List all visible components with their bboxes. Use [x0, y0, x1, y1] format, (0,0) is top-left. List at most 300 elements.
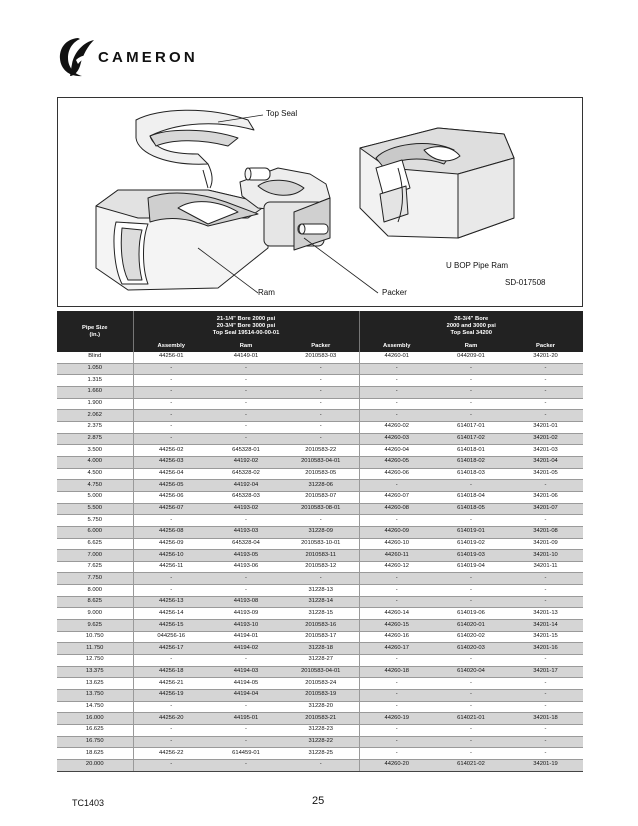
- part-number-cell: 34201-11: [508, 561, 583, 573]
- part-number-cell: -: [133, 398, 209, 410]
- part-number-cell: 44256-09: [133, 538, 209, 550]
- part-number-cell: -: [283, 375, 359, 387]
- part-number-cell: 44256-06: [133, 491, 209, 503]
- part-number-cell: 2010583-24: [283, 678, 359, 690]
- pipe-ram-diagram: [57, 97, 583, 307]
- part-number-cell: -: [508, 678, 583, 690]
- part-number-cell: 44256-05: [133, 480, 209, 492]
- part-number-cell: 31228-25: [283, 748, 359, 760]
- part-number-cell: 34201-05: [508, 468, 583, 480]
- part-number-cell: 34201-19: [508, 759, 583, 771]
- part-number-cell: -: [508, 363, 583, 375]
- part-number-cell: 614017-02: [434, 433, 508, 445]
- cameron-logo: [56, 34, 198, 80]
- part-number-cell: -: [508, 386, 583, 398]
- table-header-groups: [57, 311, 583, 341]
- part-number-cell: -: [209, 375, 283, 387]
- part-number-cell: -: [133, 515, 209, 527]
- table-row: [57, 725, 583, 737]
- pipe-size-cell: 13.750: [57, 690, 133, 702]
- pipe-size-cell: 14.750: [57, 701, 133, 713]
- part-number-cell: -: [359, 748, 434, 760]
- part-number-cell: -: [508, 596, 583, 608]
- part-number-cell: 31228-09: [283, 526, 359, 538]
- part-number-cell: -: [283, 421, 359, 433]
- part-number-cell: 44256-20: [133, 713, 209, 725]
- table-row: [57, 666, 583, 678]
- part-number-cell: 44192-02: [209, 456, 283, 468]
- table-row: [57, 736, 583, 748]
- part-number-cell: -: [434, 748, 508, 760]
- column-header: Ram: [209, 341, 283, 352]
- part-number-cell: -: [359, 515, 434, 527]
- part-number-cell: -: [359, 701, 434, 713]
- part-number-cell: -: [209, 421, 283, 433]
- part-number-cell: -: [359, 573, 434, 585]
- part-number-cell: 31228-18: [283, 643, 359, 655]
- part-number-cell: 614018-03: [434, 468, 508, 480]
- part-number-cell: 44194-05: [209, 678, 283, 690]
- pipe-size-cell: 11.750: [57, 643, 133, 655]
- part-number-cell: 44193-10: [209, 620, 283, 632]
- part-number-cell: 44256-14: [133, 608, 209, 620]
- part-number-cell: 2010583-04-01: [283, 456, 359, 468]
- table-row: [57, 421, 583, 433]
- part-number-cell: 614019-01: [434, 526, 508, 538]
- part-number-cell: 44193-03: [209, 526, 283, 538]
- table-row: [57, 386, 583, 398]
- pipe-size-cell: 16.000: [57, 713, 133, 725]
- part-number-cell: 2010583-11: [283, 550, 359, 562]
- part-number-cell: 614020-03: [434, 643, 508, 655]
- part-number-cell: 2010583-21: [283, 713, 359, 725]
- part-number-cell: 614019-02: [434, 538, 508, 550]
- table-row: [57, 503, 583, 515]
- part-number-cell: -: [209, 736, 283, 748]
- part-number-cell: 44260-12: [359, 561, 434, 573]
- part-number-cell: 34201-17: [508, 666, 583, 678]
- part-number-cell: -: [283, 363, 359, 375]
- part-number-cell: 34201-08: [508, 526, 583, 538]
- part-number-cell: 44260-08: [359, 503, 434, 515]
- part-number-cell: 614018-04: [434, 491, 508, 503]
- part-number-cell: 44260-17: [359, 643, 434, 655]
- pipe-size-cell: 18.625: [57, 748, 133, 760]
- part-number-cell: 44256-18: [133, 666, 209, 678]
- part-number-cell: 614017-01: [434, 421, 508, 433]
- part-number-cell: 614019-06: [434, 608, 508, 620]
- table-row: [57, 678, 583, 690]
- part-number-cell: 44260-19: [359, 713, 434, 725]
- part-number-cell: -: [434, 410, 508, 422]
- pipe-size-cell: 7.625: [57, 561, 133, 573]
- part-number-cell: 2010583-03: [283, 352, 359, 363]
- part-number-cell: -: [434, 585, 508, 597]
- part-number-cell: 44256-19: [133, 690, 209, 702]
- part-number-cell: 34201-04: [508, 456, 583, 468]
- part-number-cell: -: [434, 386, 508, 398]
- part-number-cell: 044256-16: [133, 631, 209, 643]
- part-number-cell: 31228-14: [283, 596, 359, 608]
- part-number-cell: -: [508, 573, 583, 585]
- pipe-size-cell: 5.750: [57, 515, 133, 527]
- part-number-cell: 614019-04: [434, 561, 508, 573]
- part-number-cell: -: [283, 410, 359, 422]
- part-number-cell: 44193-09: [209, 608, 283, 620]
- pipe-size-cell: 7.000: [57, 550, 133, 562]
- part-number-cell: -: [359, 410, 434, 422]
- part-number-cell: -: [133, 573, 209, 585]
- part-number-cell: -: [434, 678, 508, 690]
- part-number-cell: 645328-03: [209, 491, 283, 503]
- table-row: [57, 363, 583, 375]
- part-number-cell: -: [508, 725, 583, 737]
- part-number-cell: -: [283, 386, 359, 398]
- table-row: [57, 433, 583, 445]
- part-number-cell: 44260-15: [359, 620, 434, 632]
- part-number-cell: 31228-13: [283, 585, 359, 597]
- pipe-size-cell: 6.000: [57, 526, 133, 538]
- table-row: [57, 445, 583, 457]
- part-number-cell: 44193-06: [209, 561, 283, 573]
- part-number-cell: -: [133, 375, 209, 387]
- pipe-size-cell: 1.660: [57, 386, 133, 398]
- diagram-title: U BOP Pipe Ram: [446, 261, 509, 270]
- column-header: Ram: [434, 341, 508, 352]
- part-number-cell: -: [434, 573, 508, 585]
- part-number-cell: 2010583-12: [283, 561, 359, 573]
- pipe-size-cell: 16.625: [57, 725, 133, 737]
- table-row: [57, 410, 583, 422]
- part-number-cell: -: [209, 410, 283, 422]
- pipe-ram-illustration: [58, 98, 584, 308]
- part-number-cell: -: [434, 655, 508, 667]
- part-number-cell: 44195-01: [209, 713, 283, 725]
- part-number-cell: -: [133, 585, 209, 597]
- part-number-cell: 34201-03: [508, 445, 583, 457]
- part-number-cell: 2010583-08-01: [283, 503, 359, 515]
- part-number-cell: -: [133, 410, 209, 422]
- part-number-cell: 34201-13: [508, 608, 583, 620]
- part-number-cell: 2010583-10-01: [283, 538, 359, 550]
- pipe-size-cell: 1.315: [57, 375, 133, 387]
- part-number-cell: 44149-01: [209, 352, 283, 363]
- part-number-cell: -: [508, 375, 583, 387]
- part-number-cell: -: [508, 736, 583, 748]
- part-number-cell: -: [283, 433, 359, 445]
- part-number-cell: -: [209, 363, 283, 375]
- pipe-size-header: Pipe Size (in.): [57, 311, 133, 352]
- part-number-cell: 614021-01: [434, 713, 508, 725]
- table-row: [57, 690, 583, 702]
- part-number-cell: 2010583-16: [283, 620, 359, 632]
- part-number-cell: -: [133, 759, 209, 771]
- pipe-size-cell: 16.750: [57, 736, 133, 748]
- cameron-logo-mark: [56, 34, 96, 80]
- part-number-cell: -: [133, 433, 209, 445]
- pipe-size-cell: 1.900: [57, 398, 133, 410]
- part-number-cell: -: [359, 678, 434, 690]
- table-body: [57, 352, 583, 771]
- part-number-cell: -: [359, 398, 434, 410]
- part-number-cell: 2010583-04-01: [283, 666, 359, 678]
- table-row: [57, 375, 583, 387]
- part-number-cell: 44193-05: [209, 550, 283, 562]
- part-number-cell: -: [434, 690, 508, 702]
- part-number-cell: 34201-06: [508, 491, 583, 503]
- part-number-cell: -: [508, 701, 583, 713]
- part-number-cell: -: [359, 585, 434, 597]
- pipe-size-cell: 8.625: [57, 596, 133, 608]
- part-number-cell: 044209-01: [434, 352, 508, 363]
- pipe-size-cell: 12.750: [57, 655, 133, 667]
- pipe-size-cell: 2.875: [57, 433, 133, 445]
- part-number-cell: -: [434, 515, 508, 527]
- part-number-cell: 34201-02: [508, 433, 583, 445]
- part-number-cell: 614018-02: [434, 456, 508, 468]
- part-number-cell: 34201-18: [508, 713, 583, 725]
- table-row: [57, 620, 583, 632]
- part-number-cell: 645328-04: [209, 538, 283, 550]
- part-number-cell: -: [508, 410, 583, 422]
- part-number-cell: 44260-11: [359, 550, 434, 562]
- part-number-cell: -: [209, 433, 283, 445]
- part-number-cell: -: [508, 398, 583, 410]
- part-number-cell: -: [133, 736, 209, 748]
- part-number-cell: 44193-08: [209, 596, 283, 608]
- column-header: Packer: [283, 341, 359, 352]
- part-number-cell: 44193-02: [209, 503, 283, 515]
- part-number-cell: 44194-01: [209, 631, 283, 643]
- part-number-cell: 44256-08: [133, 526, 209, 538]
- column-header: Assembly: [133, 341, 209, 352]
- table-row: [57, 748, 583, 760]
- pipe-size-cell: 6.625: [57, 538, 133, 550]
- part-number-cell: -: [434, 725, 508, 737]
- part-number-cell: -: [434, 375, 508, 387]
- part-number-cell: 44260-07: [359, 491, 434, 503]
- document-code: TC1403: [72, 798, 105, 808]
- part-number-cell: 44260-06: [359, 468, 434, 480]
- column-header: Assembly: [359, 341, 434, 352]
- callout-top-seal: Top Seal: [266, 109, 298, 118]
- part-number-cell: 31228-27: [283, 655, 359, 667]
- part-number-cell: 44260-05: [359, 456, 434, 468]
- table-header-columns: [57, 341, 583, 352]
- part-number-cell: -: [133, 655, 209, 667]
- part-number-cell: 44256-11: [133, 561, 209, 573]
- part-number-cell: -: [508, 515, 583, 527]
- pipe-size-cell: 13.625: [57, 678, 133, 690]
- group1-header: 21-1/4" Bore 2000 psi 20-3/4" Bore 3000 psi Top Seal 19514-00-00-01: [133, 311, 359, 341]
- part-number-cell: 44260-14: [359, 608, 434, 620]
- diagram-code: SD-017508: [505, 278, 546, 287]
- part-number-cell: -: [209, 386, 283, 398]
- part-number-cell: 44260-20: [359, 759, 434, 771]
- pipe-size-cell: 5.500: [57, 503, 133, 515]
- part-number-cell: 614019-03: [434, 550, 508, 562]
- part-number-cell: -: [434, 596, 508, 608]
- part-number-cell: -: [209, 759, 283, 771]
- part-number-cell: -: [209, 573, 283, 585]
- part-number-cell: -: [209, 655, 283, 667]
- part-number-cell: 44194-03: [209, 666, 283, 678]
- part-number-cell: 34201-14: [508, 620, 583, 632]
- part-number-cell: 2010583-22: [283, 445, 359, 457]
- part-number-cell: 44260-18: [359, 666, 434, 678]
- table-row: [57, 398, 583, 410]
- part-number-cell: 44192-04: [209, 480, 283, 492]
- table-row: [57, 631, 583, 643]
- part-number-cell: 44256-10: [133, 550, 209, 562]
- part-number-cell: -: [209, 515, 283, 527]
- part-number-cell: 44260-10: [359, 538, 434, 550]
- column-header: Packer: [508, 341, 583, 352]
- part-number-cell: -: [359, 363, 434, 375]
- part-number-cell: 614020-04: [434, 666, 508, 678]
- part-number-cell: 44256-01: [133, 352, 209, 363]
- part-number-cell: -: [209, 585, 283, 597]
- part-number-cell: -: [133, 701, 209, 713]
- table-row: [57, 643, 583, 655]
- table-row: [57, 561, 583, 573]
- part-number-cell: 34201-09: [508, 538, 583, 550]
- part-number-cell: -: [283, 573, 359, 585]
- part-number-cell: -: [359, 480, 434, 492]
- part-number-cell: 44260-09: [359, 526, 434, 538]
- part-number-cell: -: [133, 386, 209, 398]
- part-number-cell: -: [209, 398, 283, 410]
- pipe-size-cell: 3.500: [57, 445, 133, 457]
- table-row: [57, 596, 583, 608]
- part-number-cell: 645328-02: [209, 468, 283, 480]
- table-row: [57, 585, 583, 597]
- pipe-size-cell: 5.000: [57, 491, 133, 503]
- part-number-cell: -: [508, 690, 583, 702]
- table-row: [57, 526, 583, 538]
- part-number-cell: 31228-15: [283, 608, 359, 620]
- pipe-size-cell: 2.062: [57, 410, 133, 422]
- pipe-size-cell: Blind: [57, 352, 133, 363]
- part-number-cell: 44260-02: [359, 421, 434, 433]
- part-number-cell: 44260-16: [359, 631, 434, 643]
- table-row: [57, 608, 583, 620]
- part-number-cell: 614018-01: [434, 445, 508, 457]
- part-number-cell: -: [209, 701, 283, 713]
- table-row: [57, 456, 583, 468]
- part-number-cell: -: [508, 748, 583, 760]
- page-number: 25: [312, 795, 325, 807]
- part-number-cell: 2010583-07: [283, 491, 359, 503]
- part-number-cell: -: [209, 725, 283, 737]
- brand-name: CAMERON: [98, 48, 198, 66]
- part-number-cell: 44260-01: [359, 352, 434, 363]
- pipe-size-cell: 10.750: [57, 631, 133, 643]
- pipe-size-cell: 4.000: [57, 456, 133, 468]
- table-row: [57, 352, 583, 363]
- part-number-cell: -: [283, 515, 359, 527]
- table-row: [57, 480, 583, 492]
- part-number-cell: 31228-06: [283, 480, 359, 492]
- pipe-size-cell: 8.000: [57, 585, 133, 597]
- part-number-cell: 34201-10: [508, 550, 583, 562]
- part-number-cell: 44256-17: [133, 643, 209, 655]
- part-number-cell: -: [359, 375, 434, 387]
- part-number-cell: 44256-03: [133, 456, 209, 468]
- group2-header: 26-3/4" Bore 2000 and 3000 psi Top Seal 34200: [359, 311, 583, 341]
- part-number-cell: 2010583-17: [283, 631, 359, 643]
- table-row: [57, 468, 583, 480]
- part-number-cell: 614459-01: [209, 748, 283, 760]
- part-number-cell: 44256-02: [133, 445, 209, 457]
- pipe-size-cell: 1.050: [57, 363, 133, 375]
- part-number-cell: -: [434, 701, 508, 713]
- part-number-cell: -: [133, 725, 209, 737]
- part-number-cell: -: [434, 398, 508, 410]
- part-number-cell: 34201-20: [508, 352, 583, 363]
- part-number-cell: -: [508, 585, 583, 597]
- table-row: [57, 515, 583, 527]
- part-number-cell: 44194-04: [209, 690, 283, 702]
- part-number-cell: 31228-23: [283, 725, 359, 737]
- part-number-cell: 614020-02: [434, 631, 508, 643]
- part-number-cell: 44256-07: [133, 503, 209, 515]
- part-number-cell: 614021-02: [434, 759, 508, 771]
- part-number-cell: 44194-02: [209, 643, 283, 655]
- part-number-cell: -: [133, 363, 209, 375]
- table-row: [57, 701, 583, 713]
- part-number-cell: 44256-21: [133, 678, 209, 690]
- part-number-cell: 44256-04: [133, 468, 209, 480]
- table-row: [57, 491, 583, 503]
- pipe-ram-parts-table: [57, 311, 583, 772]
- pipe-size-cell: 9.625: [57, 620, 133, 632]
- pipe-size-cell: 9.000: [57, 608, 133, 620]
- part-number-cell: -: [359, 736, 434, 748]
- pipe-size-cell: 2.375: [57, 421, 133, 433]
- part-number-cell: 44260-03: [359, 433, 434, 445]
- table-row: [57, 573, 583, 585]
- pipe-size-cell: 4.750: [57, 480, 133, 492]
- part-number-cell: 645328-01: [209, 445, 283, 457]
- part-number-cell: -: [434, 480, 508, 492]
- part-number-cell: 44256-13: [133, 596, 209, 608]
- table-row: [57, 713, 583, 725]
- callout-packer: Packer: [382, 288, 407, 297]
- part-number-cell: -: [359, 725, 434, 737]
- part-number-cell: 34201-16: [508, 643, 583, 655]
- part-number-cell: 2010583-05: [283, 468, 359, 480]
- table-row: [57, 538, 583, 550]
- part-number-cell: 34201-07: [508, 503, 583, 515]
- part-number-cell: 2010583-19: [283, 690, 359, 702]
- part-number-cell: -: [508, 480, 583, 492]
- callout-ram: Ram: [258, 288, 275, 297]
- part-number-cell: -: [359, 655, 434, 667]
- part-number-cell: 31228-22: [283, 736, 359, 748]
- table-row: [57, 655, 583, 667]
- part-number-cell: -: [133, 421, 209, 433]
- part-number-cell: 614018-05: [434, 503, 508, 515]
- part-number-cell: 44260-04: [359, 445, 434, 457]
- pipe-size-cell: 20.000: [57, 759, 133, 771]
- pipe-size-cell: 4.500: [57, 468, 133, 480]
- part-number-cell: -: [508, 655, 583, 667]
- part-number-cell: 44256-15: [133, 620, 209, 632]
- part-number-cell: 44256-22: [133, 748, 209, 760]
- part-number-cell: -: [359, 690, 434, 702]
- part-number-cell: -: [359, 596, 434, 608]
